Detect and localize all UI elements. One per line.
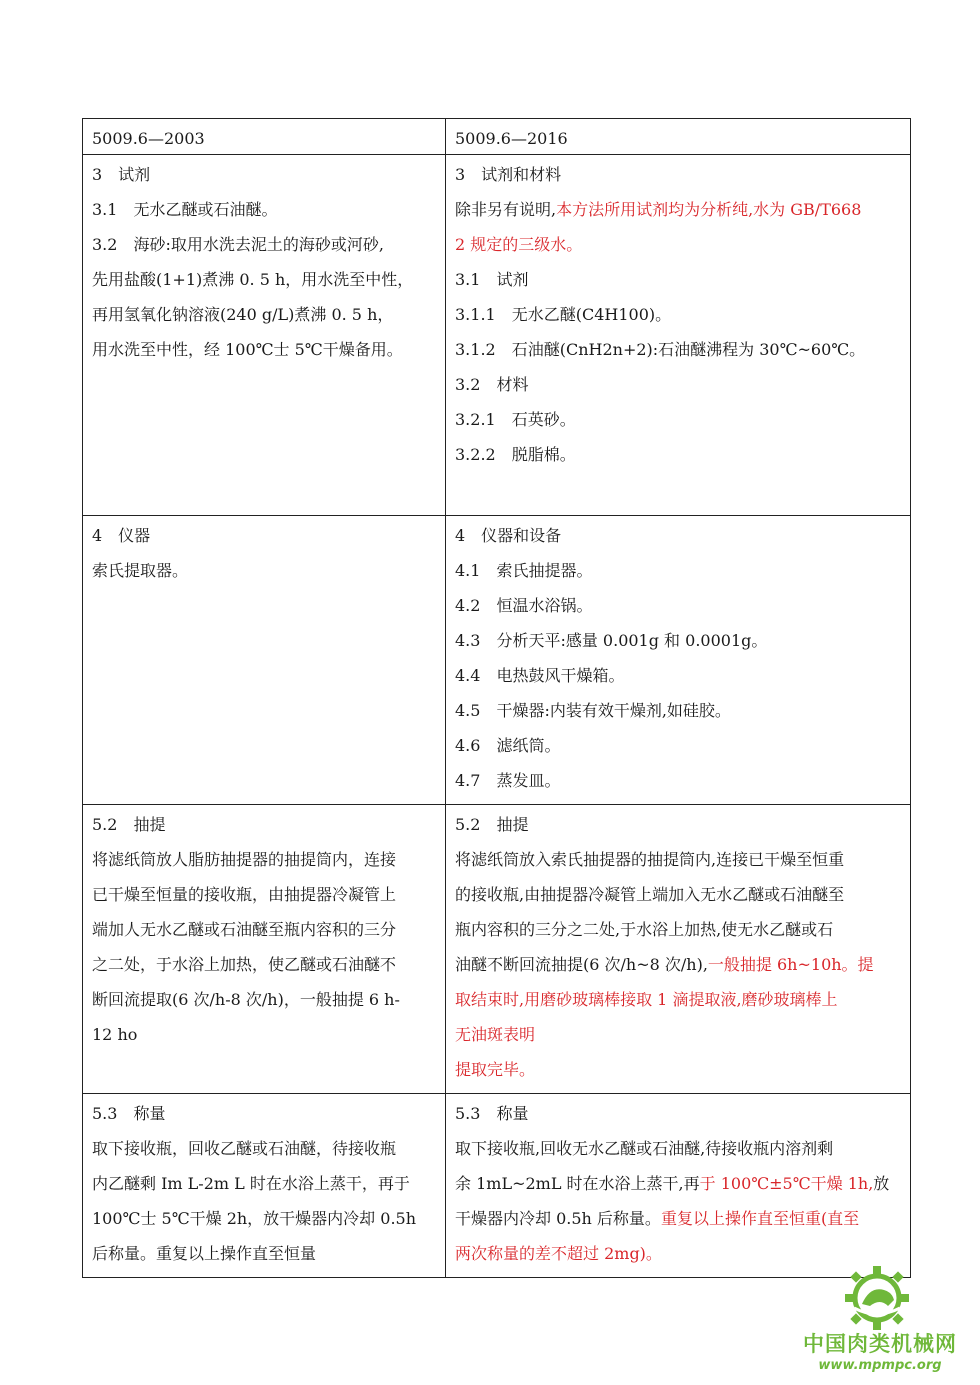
instruments-new-cell bbox=[446, 516, 911, 805]
text-line: 4.5 干燥器:内装有效干燥剂,如硅胶。 bbox=[455, 701, 731, 720]
extraction-row bbox=[83, 805, 911, 1094]
reagents-new-cell bbox=[446, 155, 911, 516]
comparison-table bbox=[82, 118, 911, 1278]
text-line: 4.3 分析天平:感量 0.001g 和 0.0001g。 bbox=[455, 631, 768, 650]
text-line bbox=[455, 1166, 902, 1201]
changed-text: 重复以上操作直至恒重(直至 bbox=[660, 1209, 860, 1228]
header-old-standard: 5009.6—2003 bbox=[83, 119, 446, 155]
section-title: 5.2 抽提 bbox=[92, 815, 166, 834]
changed-text: 无油斑表明 bbox=[455, 1025, 536, 1044]
text-line: 已干燥至恒量的接收瓶，由抽提器冷凝管上 bbox=[92, 885, 397, 904]
section-title: 4 仪器 bbox=[92, 526, 151, 545]
text-segment: 余 1mL~2mL 时在水浴上蒸干,再 bbox=[455, 1174, 700, 1193]
intro-prefix: 除非另有说明, bbox=[455, 200, 557, 219]
changed-text: 一般抽提 6h~10h。提 bbox=[707, 955, 874, 974]
text-line: 4.4 电热鼓风干燥箱。 bbox=[455, 666, 625, 685]
text-line: 将滤纸筒放入索氏抽提器的抽提筒内,连接已干燥至恒重 bbox=[455, 850, 845, 869]
changed-text: 2 规定的三级水。 bbox=[455, 235, 583, 254]
instruments-row bbox=[83, 516, 911, 805]
text-line: 4.2 恒温水浴锅。 bbox=[455, 596, 593, 615]
watermark-site-name: 中国肉类机械网 bbox=[803, 1332, 957, 1356]
reagents-row bbox=[83, 155, 911, 516]
text-line bbox=[455, 1201, 902, 1236]
text-line bbox=[455, 947, 902, 982]
section-title: 5.2 抽提 bbox=[455, 815, 529, 834]
section-title: 5.3 称量 bbox=[455, 1104, 529, 1123]
text-segment: 油醚不断回流抽提(6 次/h~8 次/h), bbox=[455, 955, 708, 974]
weighing-row bbox=[83, 1094, 911, 1278]
changed-text: 两次称量的差不超过 2mg)。 bbox=[455, 1244, 662, 1263]
text-line: 3.1.2 石油醚(CnH2n+2):石油醚沸程为 30℃~60℃。 bbox=[455, 340, 866, 359]
text-line: 3.2 海砂:取用水洗去泥土的海砂或河砂, bbox=[92, 235, 384, 254]
text-line: 后称量。重复以上操作直至恒量 bbox=[92, 1244, 317, 1263]
changed-text: 本方法所用试剂均为分析纯,水为 GB/T668 bbox=[556, 200, 862, 219]
watermark-logo bbox=[800, 1262, 970, 1382]
text-line: 取下接收瓶,回收无水乙醚或石油醚,待接收瓶内溶剂剩 bbox=[455, 1139, 834, 1158]
text-line: 断回流提取(6 次/h-8 次/h)，一般抽提 6 h- bbox=[92, 990, 400, 1009]
text-line: 100℃士 5℃干燥 2h，放干燥器内冷却 0.5h bbox=[92, 1209, 417, 1228]
changed-text: 提取完毕。 bbox=[455, 1060, 536, 1079]
text-line: 4.6 滤纸筒。 bbox=[455, 736, 561, 755]
header-new-standard: 5009.6—2016 bbox=[446, 119, 911, 155]
text-segment: 干燥器内冷却 0.5h 后称量。 bbox=[455, 1209, 661, 1228]
weighing-new-cell bbox=[446, 1094, 911, 1278]
text-line: 4.7 蒸发皿。 bbox=[455, 771, 561, 790]
text-line: 瓶内容积的三分之二处,于水浴上加热,使无水乙醚或石 bbox=[455, 920, 834, 939]
extraction-old-cell bbox=[83, 805, 446, 1094]
text-line: 的接收瓶,由抽提器冷凝管上端加入无水乙醚或石油醚至 bbox=[455, 885, 845, 904]
text-line: 端加人无水乙醚或石油醚至瓶内容积的三分 bbox=[92, 920, 397, 939]
text-line: 索氏提取器。 bbox=[92, 561, 189, 580]
table-header-row bbox=[83, 119, 911, 155]
text-line: 4.1 索氏抽提器。 bbox=[455, 561, 593, 580]
watermark-url: www.mpmpc.org bbox=[818, 1358, 942, 1373]
intro-line bbox=[455, 192, 902, 227]
changed-text: 于 100℃±5℃干燥 1h, bbox=[699, 1174, 874, 1193]
reagents-old-cell bbox=[83, 155, 446, 516]
weighing-old-cell bbox=[83, 1094, 446, 1278]
text-line: 3 试剂 bbox=[92, 165, 151, 184]
text-line: 取下接收瓶，回收乙醚或石油醚，待接收瓶 bbox=[92, 1139, 397, 1158]
text-line: 3.1 试剂 bbox=[455, 270, 529, 289]
instruments-old-cell bbox=[83, 516, 446, 805]
text-line: 内乙醚剩 Im L-2m L 时在水浴上蒸干，再于 bbox=[92, 1174, 410, 1193]
text-line: 3.2.2 脱脂棉。 bbox=[455, 445, 576, 464]
text-line: 先用盐酸(1+1)煮沸 0. 5 h，用水洗至中性， bbox=[92, 270, 414, 289]
text-line: 之二处，于水浴上加热，使乙醚或石油醚不 bbox=[92, 955, 397, 974]
text-line: 12 ho bbox=[92, 1025, 138, 1044]
text-line: 将滤纸筒放人脂肪抽提器的抽提筒内，连接 bbox=[92, 850, 397, 869]
text-segment: 放 bbox=[873, 1174, 890, 1193]
text-line: 3.2.1 石英砂。 bbox=[455, 410, 576, 429]
extraction-new-cell bbox=[446, 805, 911, 1094]
text-line: 3.2 材料 bbox=[455, 375, 529, 394]
text-line: 用水洗至中性，经 100℃士 5℃干燥备用。 bbox=[92, 340, 403, 359]
changed-text: 取结束时,用磨砂玻璃棒接取 1 滴提取液,磨砂玻璃棒上 bbox=[455, 990, 838, 1009]
gear-logo-icon bbox=[840, 1262, 914, 1330]
text-line: 3.1.1 无水乙醚(C4H100)。 bbox=[455, 305, 672, 324]
section-title: 3 试剂和材料 bbox=[455, 165, 562, 184]
text-line: 再用氢氧化钠溶液(240 g/L)煮沸 0. 5 h， bbox=[92, 305, 394, 324]
section-title: 5.3 称量 bbox=[92, 1104, 166, 1123]
section-title: 4 仪器和设备 bbox=[455, 526, 562, 545]
text-line: 3.1 无水乙醚或石油醚。 bbox=[92, 200, 278, 219]
